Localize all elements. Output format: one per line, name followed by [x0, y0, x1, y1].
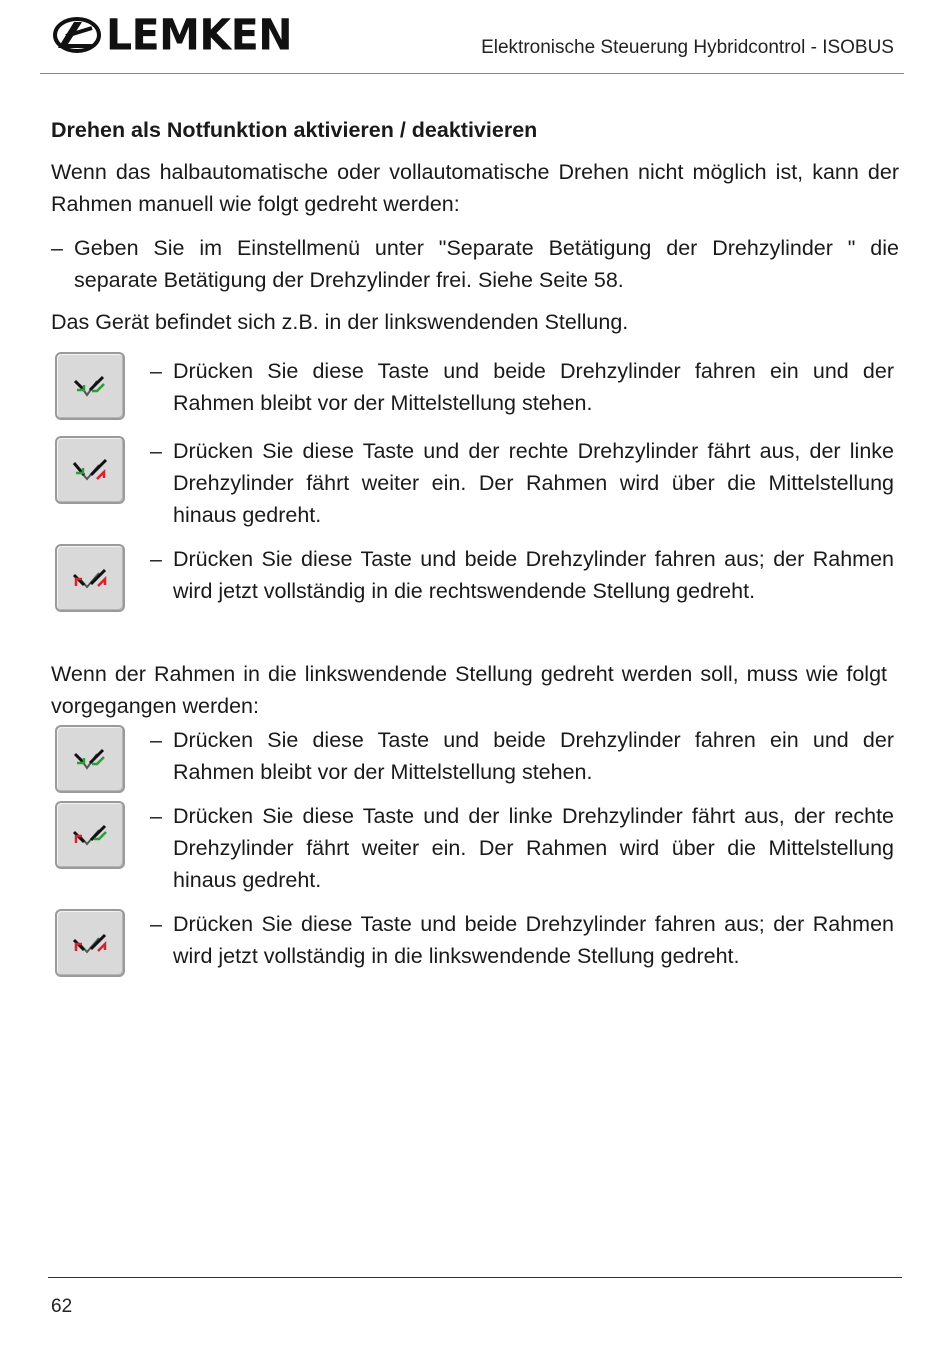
- left-turn-intro: Wenn der Rahmen in die linkswendende Stellung gedreht werden soll, muss wie folgt vorgegangen werden:: [51, 662, 887, 718]
- cylinders-extend-icon: [70, 928, 110, 958]
- description-text: Drücken Sie diese Taste und beide Drehzylinder fahren aus; der Rahmen wird jetzt vollständig in die rechtswendende Stellung gedreht.: [173, 547, 894, 603]
- position-note: Das Gerät befindet sich z.B. in der linkswendenden Stellung.: [51, 310, 629, 334]
- dash-marker: –: [150, 439, 162, 463]
- left-cylinder-extend-icon: [70, 820, 110, 850]
- retract-key-button[interactable]: [55, 725, 125, 793]
- main-content: [51, 114, 899, 338]
- header-divider: [40, 73, 904, 74]
- bullet-text: Geben Sie im Einstellmenü unter "Separate Betätigung der Drehzylinder " die separate Betätigung der Drehzylinder frei. Siehe Seite 58.: [74, 236, 899, 292]
- cylinders-extend-icon: [70, 563, 110, 593]
- footer-divider: [48, 1277, 902, 1278]
- key-description: [150, 908, 894, 972]
- description-text: Drücken Sie diese Taste und beide Drehzylinder fahren ein und der Rahmen bleibt vor der Mittelstellung stehen.: [173, 728, 894, 784]
- section-heading: Drehen als Notfunktion aktivieren / deaktivieren: [51, 118, 538, 142]
- retract-key-button[interactable]: [55, 352, 125, 420]
- cylinders-retract-icon: [70, 371, 110, 401]
- dash-marker: –: [150, 912, 162, 936]
- lemken-logo: [52, 8, 292, 62]
- extend-key-button[interactable]: [55, 544, 125, 612]
- key-description: [150, 724, 894, 788]
- dash-marker: –: [150, 547, 162, 571]
- page-number: 62: [51, 1296, 73, 1317]
- instruction-bullet: [51, 232, 899, 296]
- description-text: Drücken Sie diese Taste und beide Drehzylinder fahren ein und der Rahmen bleibt vor der Mittelstellung stehen.: [173, 359, 894, 415]
- key-description: [150, 355, 894, 419]
- description-text: Drücken Sie diese Taste und beide Drehzylinder fahren aus; der Rahmen wird jetzt vollständig in die linkswendende Stellung gedreht.: [173, 912, 894, 968]
- dash-marker: –: [150, 804, 162, 828]
- dash-marker: –: [150, 728, 162, 752]
- right-extend-key-button[interactable]: [55, 436, 125, 504]
- key-description: [150, 800, 894, 896]
- extend-key-button[interactable]: [55, 909, 125, 977]
- left-extend-key-button[interactable]: [55, 801, 125, 869]
- brand-name: LEMKEN: [106, 9, 293, 61]
- key-description: [150, 435, 894, 531]
- dash-marker: –: [51, 236, 63, 260]
- right-cylinder-extend-icon: [70, 455, 110, 485]
- key-description: [150, 543, 894, 607]
- intro-paragraph: Wenn das halbautomatische oder vollautomatische Drehen nicht möglich ist, kann der Rahmen manuell wie folgt gedreht werden:: [51, 160, 899, 216]
- description-text: Drücken Sie diese Taste und der linke Drehzylinder fährt aus, der rechte Drehzylinder fährt weiter ein. Der Rahmen wird über die Mittelstellung hinaus gedreht.: [173, 804, 894, 892]
- document-title: Elektronische Steuerung Hybridcontrol - ISOBUS: [481, 37, 894, 58]
- description-text: Drücken Sie diese Taste und der rechte Drehzylinder fährt aus, der linke Drehzylinder fährt weiter ein. Der Rahmen wird über die Mittelstellung hinaus gedreht.: [173, 439, 894, 527]
- dash-marker: –: [150, 359, 162, 383]
- lemken-emblem-icon: [52, 14, 102, 56]
- page-header: [0, 0, 950, 75]
- cylinders-retract-icon: [70, 744, 110, 774]
